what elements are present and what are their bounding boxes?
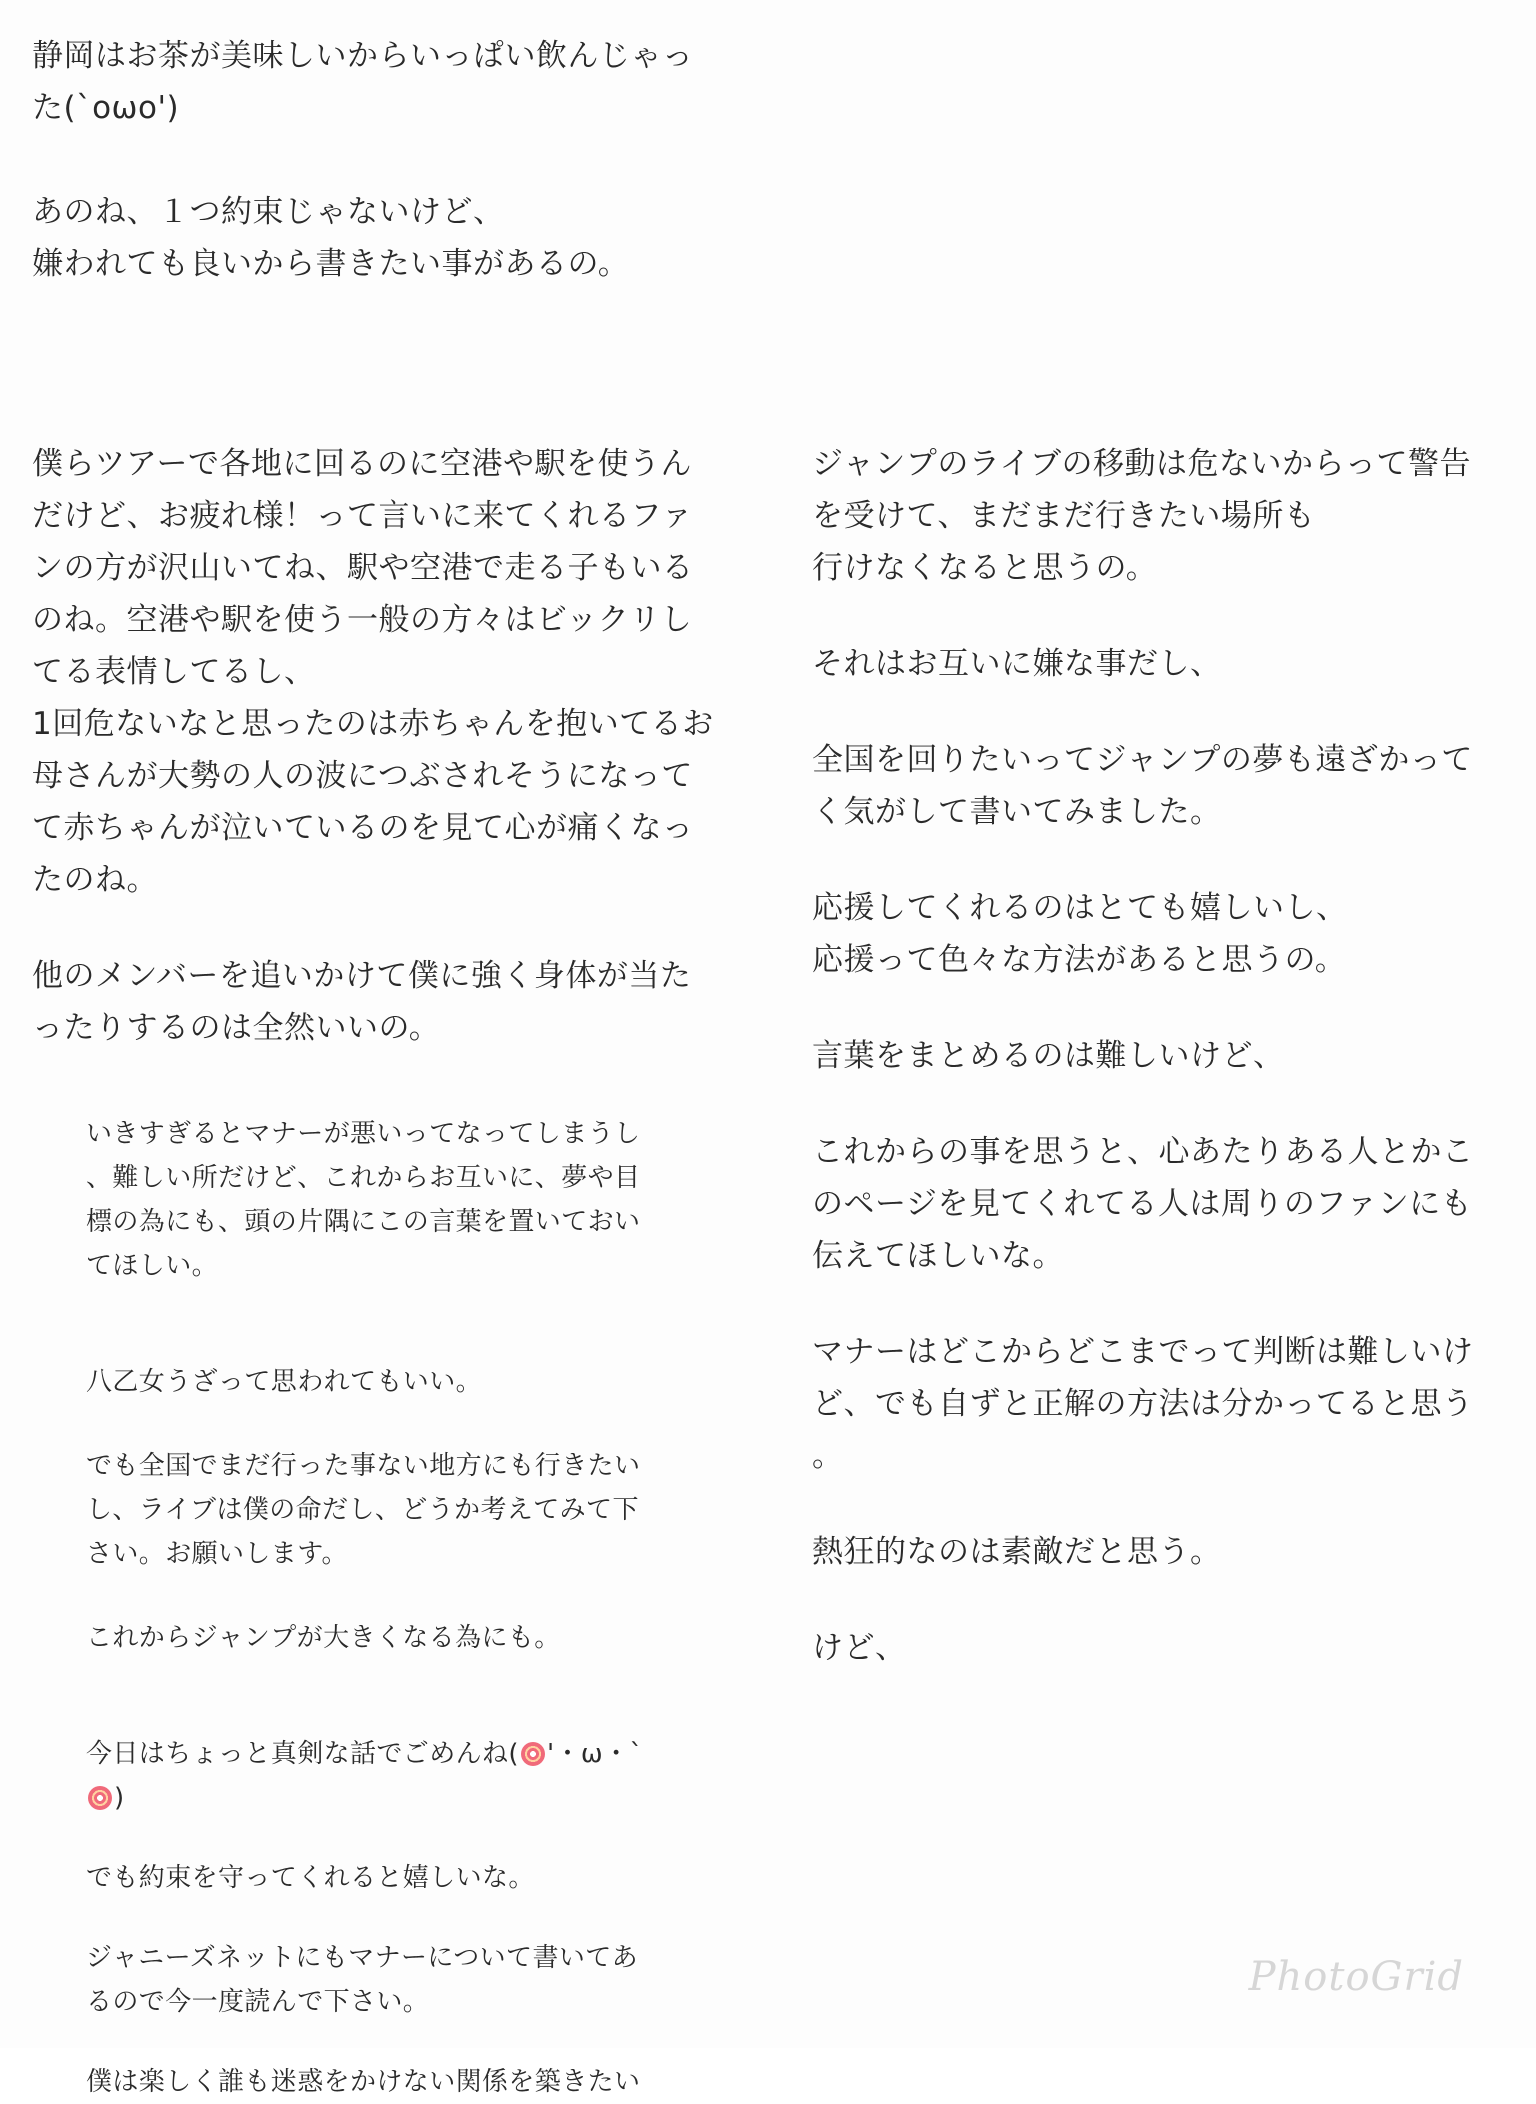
paragraph-promise-intro: あのね、１つ約束じゃないけど、 嫌われても良いから書きたい事があるの。 xyxy=(32,194,630,282)
left-column xyxy=(32,30,752,2104)
paragraph-promise-happy: でも約束を守ってくれると嬉しいな。 xyxy=(86,1863,535,1893)
apology-close: ) xyxy=(114,1783,125,1813)
paragraph-dream: 全国を回りたいってジャンプの夢も遠ざかって く気がして書いてみました。 xyxy=(812,742,1473,830)
paragraph-manner-judgement: マナーはどこからどこまでって判断は難しいけ ど、でも自ずと正解の方法は分かってると思う 。 xyxy=(812,1334,1474,1474)
apology-face: '・ω・` xyxy=(546,1739,643,1769)
paragraph-warning: ジャンプのライブの移動は危ないからって警告 を受けて、まだまだ行きたい場所も 行けなくなると思うの。 xyxy=(812,446,1472,586)
paragraph-jump-bigger: これからジャンプが大きくなる為にも。 xyxy=(86,1623,561,1653)
paragraph-other-members: 他のメンバーを追いかけて僕に強く身体が当た ったりするのは全然いいの。 xyxy=(32,958,692,1046)
paragraph-shizuoka-tea: 静岡はお茶が美味しいからいっぱい飲んじゃっ た(`oωo') xyxy=(32,38,694,126)
paragraph-mutual-dislike: それはお互いに嫌な事だし、 xyxy=(812,646,1222,682)
paragraph-relationship: 僕は楽しく誰も迷惑をかけない関係を築きたい xyxy=(86,2067,641,2097)
paragraph-yaotome: 八乙女うざって思われてもいい。 xyxy=(86,1367,483,1397)
paragraph-words: 言葉をまとめるのは難しいけど、 xyxy=(812,1038,1285,1074)
right-column xyxy=(812,438,1502,1674)
swirl-icon xyxy=(88,1786,112,1810)
swirl-icon xyxy=(521,1742,545,1766)
apology-text: 今日はちょっと真剣な話でごめんね( xyxy=(86,1739,519,1769)
paragraph-support: 応援してくれるのはとても嬉しいし、 応援って色々な方法があると思うの。 xyxy=(812,890,1348,978)
paragraph-enthusiastic: 熱狂的なのは素敵だと思う。 xyxy=(812,1534,1222,1570)
paragraph-airport-station: 僕らツアーで各地に回るのに空港や駅を使うん だけど、お疲れ様！って言いに来てくれるファ ンの方が沢山いてね、駅や空港で走る子もいる のね。空港や駅を使う一般の方々はビックリし てる表情してるし、 1回危ないなと思ったのは赤ちゃんを抱いてるお 母さんが大勢の人の波につぶされそうになって て赤ちゃんが泣いているのを見て心が痛くなっ たのね。 xyxy=(32,446,714,898)
paragraph-johnnys-net: ジャニーズネットにもマナーについて書いてあ るので今一度読んで下さい。 xyxy=(86,1943,639,2017)
paragraph-apology xyxy=(86,1732,726,1820)
indented-section xyxy=(86,1112,726,2104)
paragraph-but: けど、 xyxy=(812,1630,907,1666)
paragraph-manners: いきすぎるとマナーが悪いってなってしまうし 、難しい所だけど、これからお互いに、夢や目 標の為にも、頭の片隅にこの言葉を置いておい てほしい。 xyxy=(86,1119,641,1281)
photogrid-watermark: PhotoGrid xyxy=(1248,1954,1464,2000)
paragraph-future: これからの事を思うと、心あたりある人とかこ のページを見てくれてる人は周りのファンにも 伝えてほしいな。 xyxy=(812,1134,1474,1274)
paragraph-nationwide: でも全国でまだ行った事ない地方にも行きたい し、ライブは僕の命だし、どうか考えてみて下 さい。お願いします。 xyxy=(86,1451,641,1569)
